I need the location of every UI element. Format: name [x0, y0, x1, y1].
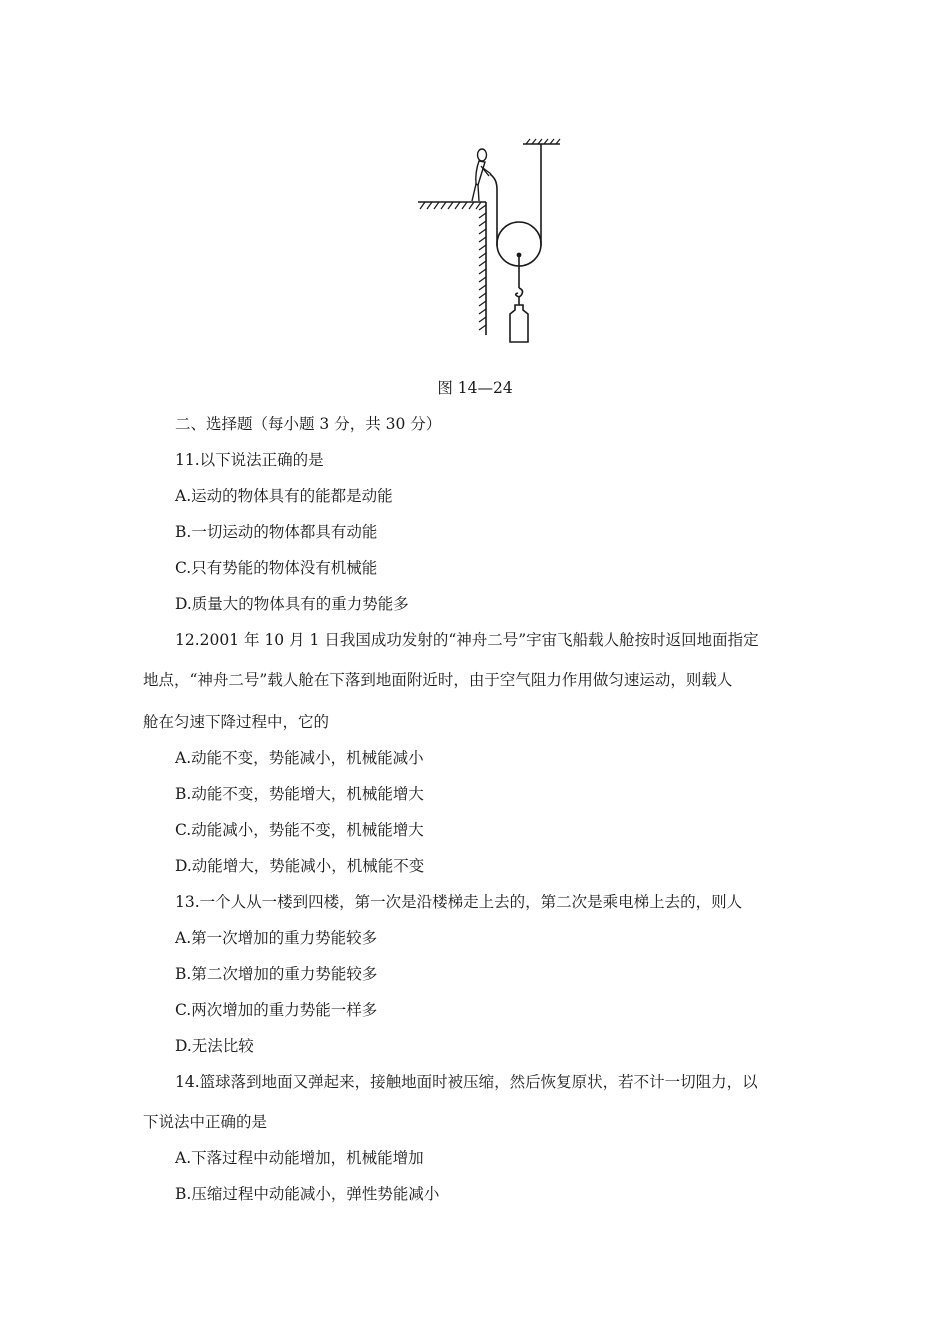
question-13-stem: 13.一个人从一楼到四楼，第一次是沿楼梯走上去的，第二次是乘电梯上去的，则人 [175, 893, 743, 911]
weight-block [510, 305, 528, 342]
question-12-stem-line3: 舱在匀速下降过程中，它的 [143, 713, 330, 731]
question-12-stem-line2: 地点，“神舟二号”载人舱在下落到地面附近时，由于空气阻力作用做匀速运动，则载人 [143, 671, 733, 689]
question-14-stem-line2: 下说法中正确的是 [143, 1113, 268, 1131]
q12-option-d: D.动能增大，势能减小，机械能不变 [175, 857, 425, 875]
rope-left [490, 174, 497, 246]
q11-option-c: C.只有势能的物体没有机械能 [175, 559, 378, 577]
q11-option-b: B.一切运动的物体都具有动能 [175, 523, 378, 541]
pulley-figure [415, 138, 565, 343]
figure-caption: 图 14—24 [437, 379, 513, 397]
wall-hatch [479, 205, 486, 330]
q11-option-d: D.质量大的物体具有的重力势能多 [175, 595, 409, 613]
hook-icon [516, 288, 523, 297]
q13-option-b: B.第二次增加的重力势能较多 [175, 965, 378, 983]
question-12-stem-line1: 12.2001 年 10 月 1 日我国成功发射的“神舟二号”宇宙飞船载人舱按时返回地面指定 [175, 631, 759, 649]
section-heading: 二、选择题（每小题 3 分，共 30 分） [175, 415, 442, 433]
q13-option-d: D.无法比较 [175, 1037, 254, 1055]
q11-option-a: A.运动的物体具有的能都是动能 [175, 487, 393, 505]
question-14-stem-line1: 14.篮球落到地面又弹起来，接触地面时被压缩，然后恢复原状，若不计一切阻力，以 [175, 1073, 758, 1091]
q14-option-b: B.压缩过程中动能减小，弹性势能减小 [175, 1185, 440, 1203]
question-11-stem: 11.以下说法正确的是 [175, 451, 324, 469]
q12-option-b: B.动能不变，势能增大，机械能增大 [175, 785, 424, 803]
person-figure [472, 149, 491, 201]
ledge-hatch [420, 202, 481, 209]
q13-option-a: A.第一次增加的重力势能较多 [175, 929, 378, 947]
q12-option-c: C.动能减小，势能不变，机械能增大 [175, 821, 424, 839]
q14-option-a: A.下落过程中动能增加，机械能增加 [175, 1149, 424, 1167]
q12-option-a: A.动能不变，势能减小，机械能减小 [175, 749, 424, 767]
q13-option-c: C.两次增加的重力势能一样多 [175, 1001, 378, 1019]
